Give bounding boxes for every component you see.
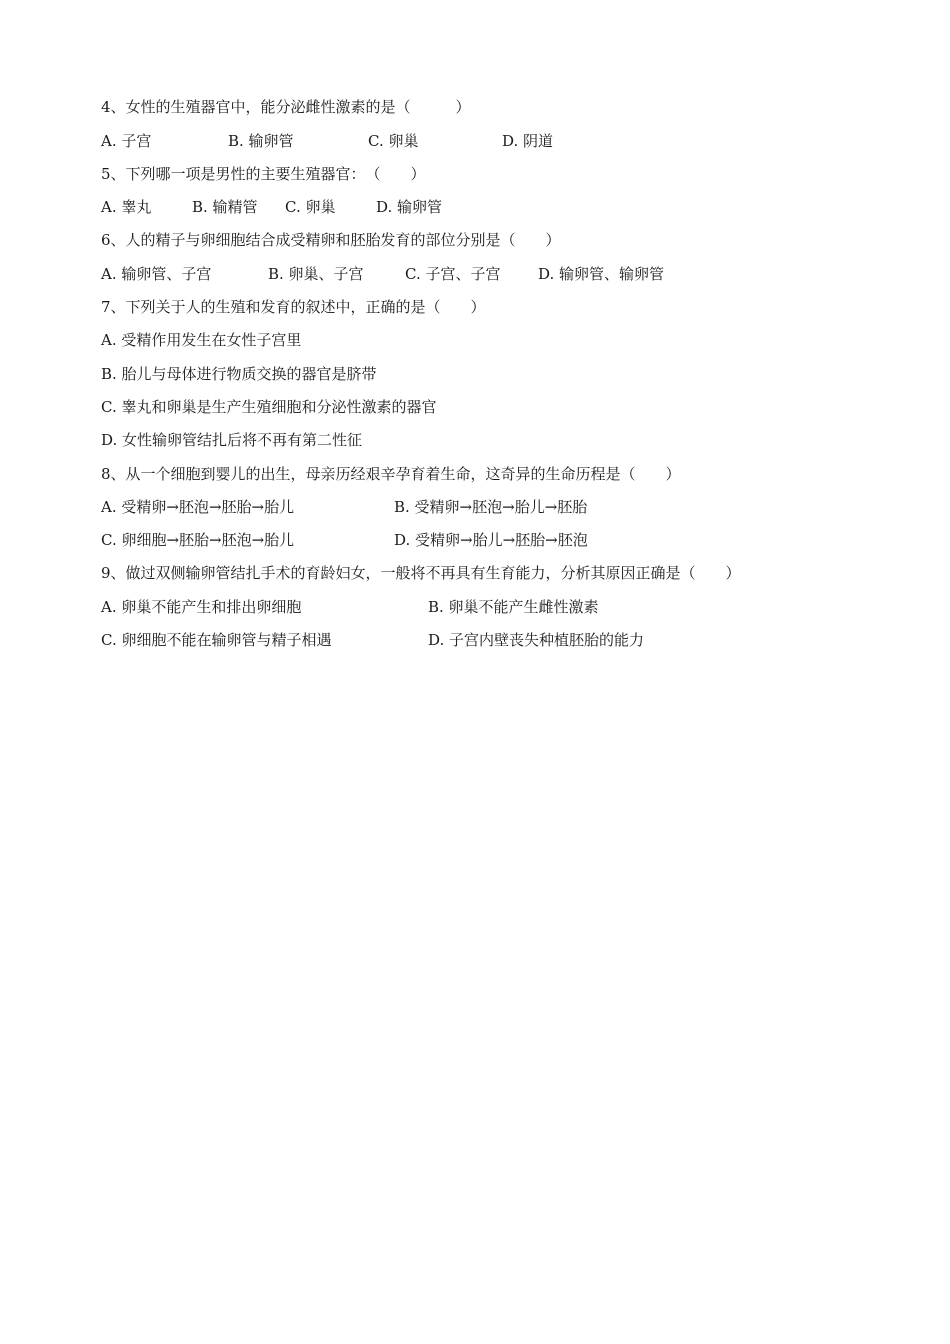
question-8-option-d: D. 受精卵→胎儿→胚胎→胚泡 <box>394 531 588 549</box>
question-6-option-c: C. 子宫、子宫 <box>405 265 501 283</box>
question-6-stem: 6、人的精子与卵细胞结合成受精卵和胚胎发育的部位分别是（ ） <box>101 231 561 249</box>
question-8-option-a: A. 受精卵→胚泡→胚胎→胎儿 <box>101 498 295 516</box>
question-7-option-a: A. 受精作用发生在女性子宫里 <box>101 331 302 349</box>
question-4-option-c: C. 卵巢 <box>368 132 419 150</box>
question-9-option-b: B. 卵巢不能产生雌性激素 <box>428 598 599 616</box>
question-5-option-c: C. 卵巢 <box>285 198 336 216</box>
question-6-option-d: D. 输卵管、输卵管 <box>538 265 665 283</box>
question-6-option-b: B. 卵巢、子宫 <box>268 265 364 283</box>
question-6-option-a: A. 输卵管、子宫 <box>101 265 212 283</box>
question-4-option-a: A. 子宫 <box>101 132 152 150</box>
question-9-stem: 9、做过双侧输卵管结扎手术的育龄妇女，一般将不再具有生育能力，分析其原因正确是（ ） <box>101 564 741 582</box>
question-4-stem: 4、女性的生殖器官中，能分泌雌性激素的是（ ） <box>101 98 471 116</box>
question-5-stem: 5、下列哪一项是男性的主要生殖器官： （ ） <box>101 165 426 183</box>
question-7-option-d: D. 女性输卵管结扎后将不再有第二性征 <box>101 431 363 449</box>
question-4-option-d: D. 阴道 <box>502 132 554 150</box>
question-9-option-a: A. 卵巢不能产生和排出卵细胞 <box>101 598 302 616</box>
question-4-option-b: B. 输卵管 <box>228 132 294 150</box>
question-7-option-c: C. 睾丸和卵巢是生产生殖细胞和分泌性激素的器官 <box>101 398 437 416</box>
question-5-option-a: A. 睾丸 <box>101 198 152 216</box>
question-9-option-c: C. 卵细胞不能在输卵管与精子相遇 <box>101 631 332 649</box>
question-9-option-d: D. 子宫内壁丧失种植胚胎的能力 <box>428 631 645 649</box>
question-5-option-b: B. 输精管 <box>192 198 258 216</box>
question-7-option-b: B. 胎儿与母体进行物质交换的器官是脐带 <box>101 365 377 383</box>
question-7-stem: 7、下列关于人的生殖和发育的叙述中，正确的是（ ） <box>101 298 486 316</box>
question-5-option-d: D. 输卵管 <box>376 198 443 216</box>
question-8-option-c: C. 卵细胞→胚胎→胚泡→胎儿 <box>101 531 295 549</box>
question-8-option-b: B. 受精卵→胚泡→胎儿→胚胎 <box>394 498 588 516</box>
question-8-stem: 8、从一个细胞到婴儿的出生，母亲历经艰辛孕育着生命，这奇异的生命历程是（ ） <box>101 465 681 483</box>
